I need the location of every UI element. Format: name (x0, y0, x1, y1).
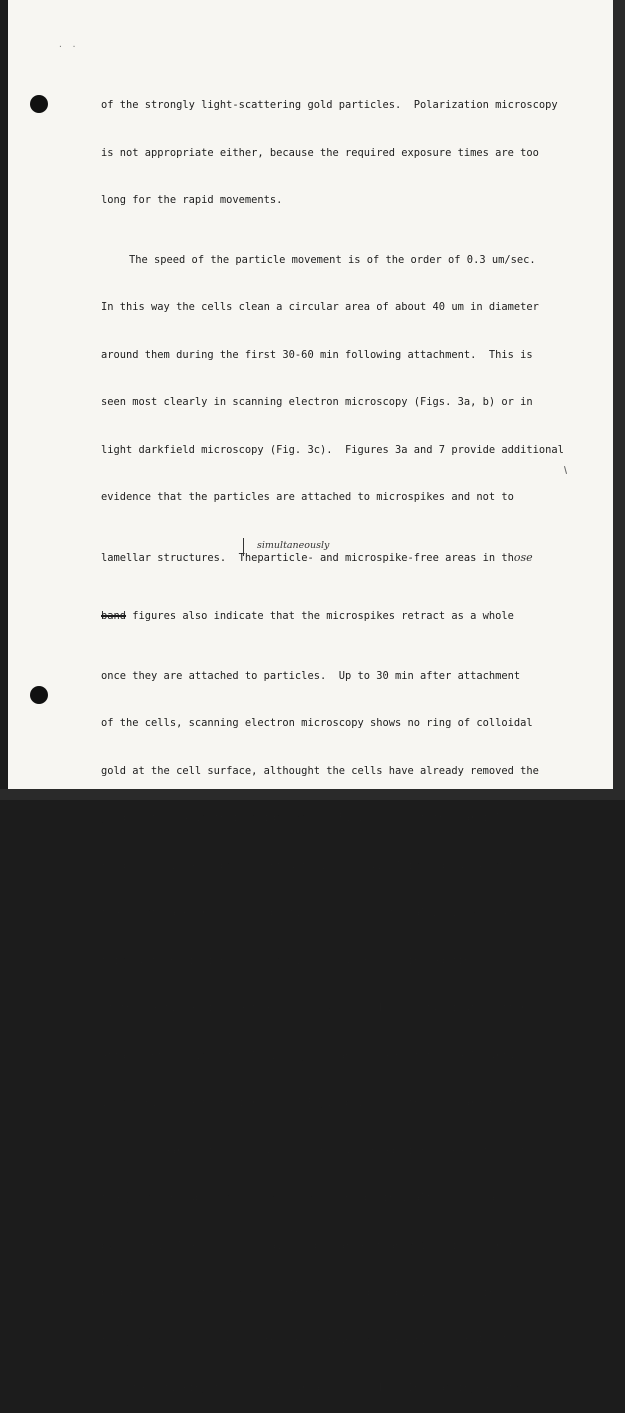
text-line: long for the rapid movements. (101, 194, 283, 206)
handwritten-correction: ose (513, 550, 533, 564)
text-line: is not appropriate either, because the required exposure times are too (101, 146, 539, 159)
text-line: cell is cleared of colloidal gold, newly formed microspikes attach to (101, 1144, 533, 1157)
text-line: this by transmission electron microscopy and did indeed find most (101, 954, 508, 967)
text-line: of the cells, scanning electron microscopy shows no ring of colloidal (101, 717, 533, 729)
text-line: the glass (see Fig. 6), although we found some particles of 400 A (101, 1334, 508, 1347)
typed-text-body (101, 70, 581, 1413)
insertion-caret (243, 538, 246, 556)
text-line: be back-transported. Most of the smaller gold particles remain on (101, 1287, 514, 1299)
text-line: the first back-transported particles become internalized. We tested (101, 907, 527, 919)
struck-line-rest: figures also indicate that the microspikes retract as a whole (126, 610, 514, 622)
text-line: seen most clearly in scanning electron microscopy (Figs. 3a, b) or in (101, 396, 533, 408)
text-line: in scanning electron microscopy (Fig. 3b). Once the area around the (101, 1097, 527, 1109)
text-line: attachment, a ring of colloidal gold can be seen at the cell surface (101, 1049, 527, 1062)
struck-word: band (101, 610, 127, 622)
punch-hole-top (30, 95, 48, 113)
text-line: of the strongly light-scattering gold particles. Polarization microscopy (101, 99, 558, 111)
annotated-line (101, 539, 581, 570)
text-line: once they are attached to particles. Up to 30 min after attachment (101, 669, 521, 682)
paragraph-start-line: The speed of the particle movement is of the order of 0.3 um/sec. (129, 253, 536, 266)
struck-line (101, 605, 581, 629)
text-line: ring is visible in phase-contrast microsocpy. This indicates that (101, 859, 514, 872)
annotated-line-pre: lamellar structures. The (101, 551, 258, 564)
text-line: gold particles in their neighborhood (Fig. 3a). Yet the particle (101, 812, 508, 824)
text-line: evidence that the particles are attached to microspikes and not to (101, 491, 514, 503)
text-line: the glass and apparently normal spreading begins, although delayed (101, 1192, 514, 1204)
text-line: light darkfield microscopy (Fig. 3c). Figures 3a and 7 provide additional (101, 443, 564, 456)
scan-specks: . . (58, 40, 79, 49)
text-line: by 30 min. The particles have to be larger than 0.1 um in order to (101, 1239, 521, 1252)
text-line: In this way the cells clean a circular area of about 40 um in diameter (101, 301, 539, 313)
punch-hole-bottom (30, 686, 48, 704)
scan-edge-right (613, 0, 625, 800)
handwritten-insertion: simultaneously (257, 539, 330, 551)
text-line: around them during the first 30-60 min following attachment. This is (101, 348, 533, 361)
text-line: gold at the cell surface, althought the cells have already removed the (101, 764, 539, 777)
text-line: diameter sticking to the cell surface (Fig. 4). In scanning electron (101, 1382, 533, 1394)
text-line: of the particles inside the cell body (Fig. 4). Sixty minutes after (101, 1002, 527, 1014)
annotated-line-mid: particle- and microspike-free areas in th (257, 551, 514, 564)
